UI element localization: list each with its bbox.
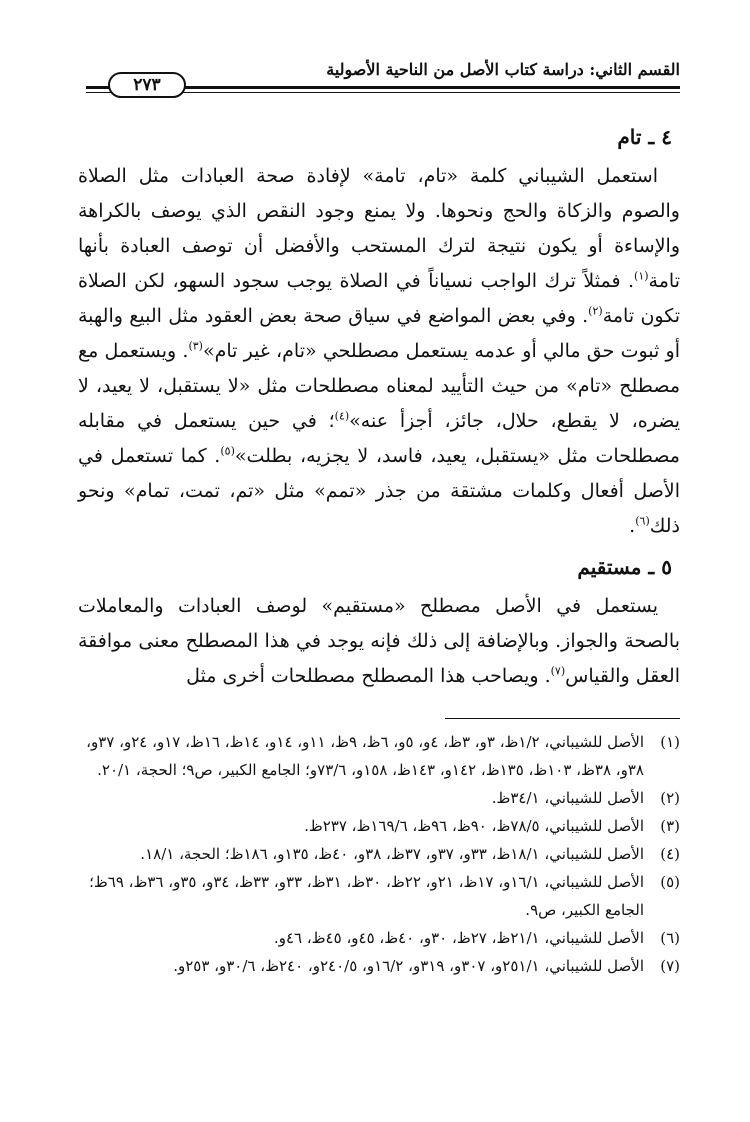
footnote-text: الأصل للشيباني، ١٦/١و، ١٧ظ، ٢١و، ٢٢ظ، ٣٠ظ، ٣١ظ، ٣٣و، ٣٣ظ، ٣٤و، ٣٥و، ٣٦ظ، ٦٩ظ؛ الجامع الكبير، ص٩. (89, 873, 644, 919)
header-title: القسم الثاني: دراسة كتاب الأصل من الناحية الأصولية (326, 60, 680, 79)
page-number: ٢٧٣ (108, 72, 186, 98)
footnote-number: (٢) (660, 789, 680, 807)
footnote-number: (٤) (660, 845, 680, 863)
footnote-ref[interactable]: (٤) (334, 409, 350, 423)
paragraph-text: . ويستعمل مع مصطلح «تام» من حيث التأييد لمعناه مصطلحات مثل «لا يستقبل، لا يعيد، لا يضره، لا يقطع، حلال، جائز، أجزأ عنه» (78, 340, 681, 432)
footnote-ref[interactable]: (٥) (220, 444, 235, 458)
footnote-ref[interactable]: (٧) (550, 664, 566, 678)
paragraph-mustaqim (78, 589, 680, 694)
paragraph-text: . (629, 515, 636, 537)
paragraph-tam (78, 159, 680, 544)
footnote-ref[interactable]: (٢) (588, 304, 603, 318)
paragraph-text: يستعمل في الأصل مصطلح «مستقيم» لوصف العبادات والمعاملات بالصحة والجواز. وبالإضافة إلى ذلك فإنه يوجد في هذا المصطلح معنى موافقة العقل والقياس (78, 595, 680, 687)
paragraph-text: . فمثلاً ترك الواجب نسياناً في الصلاة يوجب سجود السهو، لكن الصلاة تكون تامة (78, 270, 680, 327)
footnote-text: الأصل للشيباني، ٧٨/٥ظ، ٩٠ظ، ٩٦ظ، ١٦٩/٦ظ، ٢٣٧ظ. (304, 817, 644, 835)
section-heading-mustaqim: ٥ ـ مستقيم (577, 555, 672, 579)
footnote-text: الأصل للشيباني، ٣٤/١ظ. (491, 789, 644, 807)
footnote-2 (68, 784, 680, 812)
footnote-4 (68, 840, 680, 868)
footnote-ref[interactable]: (٣) (188, 339, 203, 353)
footnote-number: (٣) (660, 817, 680, 835)
main-content (78, 120, 680, 694)
paragraph-text: استعمل الشيباني كلمة «تام، تامة» لإفادة صحة العبادات مثل الصلاة والصوم والزكاة والحج ونحوها. ولا يمنع وجود النقص الذي يوصف بالكراهة والإساءة أو يكون نتيجة لترك المستحب والأفضل أن توصف العبادة بأنها تامة (78, 165, 680, 292)
footnote-number: (١) (660, 733, 680, 751)
footnote-number: (٥) (660, 873, 680, 891)
footnote-ref[interactable]: (١) (634, 269, 649, 283)
footnote-3 (68, 812, 680, 840)
footnotes (68, 728, 680, 980)
footnote-text: الأصل للشيباني، ١/٢ظ، ٣و، ٣ظ، ٤و، ٥و، ٦ظ، ٩ظ، ١١و، ١٤و، ١٤ظ، ١٦ظ، ١٧و، ٢٤و، ٣٧و، ٣٨و، ٣٨ظ، ١٠٣ظ، ١٣٥ظ، ١٤٢و، ١٤٣ظ، ١٥٨و، ٧٣/٦و؛ الجامع الكبير، ص٩؛ الحجة، ٢٠/١. (86, 733, 644, 779)
footnote-ref[interactable]: (٦) (635, 514, 650, 528)
paragraph-text: . ويصاحب هذا المصطلح مصطلحات أخرى مثل (186, 665, 551, 687)
footnote-number: (٧) (660, 957, 680, 975)
footnote-5 (68, 868, 680, 924)
running-header (86, 58, 680, 98)
footnote-text: الأصل للشيباني، ١٨/١ظ، ٣٣و، ٣٧و، ٣٧ظ، ٣٨و، ٤٠ظ، ١٣٥و، ١٨٦ظ؛ الحجة، ١٨/١. (140, 845, 644, 863)
paragraph-text: ؛ في حين يستعمل في مقابله مصطلحات مثل «يستقبل، يعيد، فاسد، لا يجزيه، بطلت» (78, 410, 680, 467)
section-heading-tam: ٤ ـ تام (617, 125, 672, 149)
footnote-1 (68, 728, 680, 784)
paragraph-text: . كما تستعمل في الأصل أفعال وكلمات مشتقة من جذر «تمم» مثل «تم، تمت، تمام» ونحو ذلك (78, 445, 680, 537)
footnote-text: الأصل للشيباني، ٢٥١/١و، ٣٠٧و، ٣١٩و، ١٦/٢و، ٢٤٠/٥و، ٢٤٠ظ، ٣٠/٦و، ٢٥٣و. (173, 957, 644, 975)
footnote-6 (68, 924, 680, 952)
footnote-number: (٦) (660, 929, 680, 947)
footnote-text: الأصل للشيباني، ٢١/١ظ، ٢٧ظ، ٣٠و، ٤٠ظ، ٤٥و، ٤٥ظ، ٤٦و. (273, 929, 644, 947)
footnote-separator (445, 718, 680, 719)
paragraph-text: . وفي بعض المواضع في سياق صحة بعض العقود مثل البيع والهبة أو ثبوت حق مالي أو عدمه يستعمل مصطلحي «تام، غير تام» (78, 305, 680, 362)
footnote-7 (68, 952, 680, 980)
